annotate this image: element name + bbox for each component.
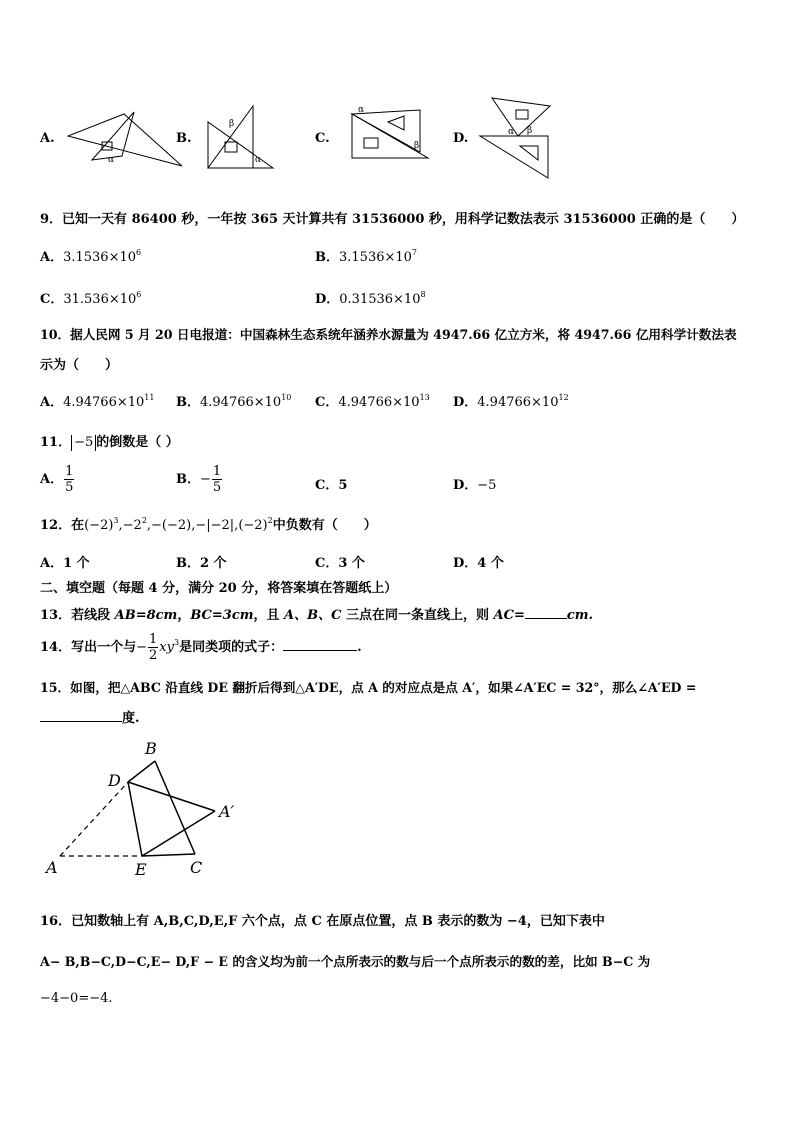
question-stem: [40, 324, 737, 343]
triangle-fold-figure: [40, 735, 250, 880]
option-a: A．$3.1536\times 10^6$: [40, 248, 142, 265]
option-b: B．− $\frac{1}{5}$: [176, 464, 222, 495]
option-label: C.: [315, 131, 330, 146]
point-e-label: E: [135, 860, 147, 879]
option-c: C．3 个: [315, 556, 365, 571]
option-d: D．4 个: [453, 556, 504, 571]
option-a: A．1 个: [40, 556, 90, 571]
question-text-line3: −4−0=−4.: [40, 991, 113, 1006]
option-label: D.: [453, 131, 469, 146]
question-number: 13．: [40, 608, 72, 623]
question-stem: [40, 208, 744, 227]
option-c: C．$31.536\times 10^6$: [40, 290, 142, 307]
option-a: A．$4.94766\times 10^{11}$: [40, 393, 155, 410]
option-b: B．2 个: [176, 556, 227, 571]
option-a: A． $\frac{1}{5}$: [40, 464, 74, 495]
question-number: 14．: [40, 640, 72, 655]
option-label: B.: [176, 131, 192, 146]
question-stem: [40, 431, 179, 451]
answer-blank[interactable]: [283, 638, 357, 651]
question-text-cont: 示为（ ）: [40, 358, 119, 373]
beta-label: β: [414, 141, 420, 151]
question-13: 13．若线段 AB=8cm，BC=3cm，且 A、B、C 三点在同一条直线上，则 AC= cm.: [40, 608, 594, 623]
question-number: 12．: [40, 518, 72, 533]
question-stem: 12．在$(-2)^3,-2^2,-(-2),-|-2|,(-2)^2$中负数有（ ）: [40, 516, 377, 533]
question-stem: [40, 910, 605, 929]
option-b: B．$4.94766\times 10^{10}$: [176, 393, 292, 410]
point-b-label: B: [145, 739, 157, 758]
point-d-label: D: [108, 771, 121, 790]
alpha-label: α: [508, 127, 515, 137]
question-text: 据人民网 5 月 20 日电报道：中国森林生态系统年涵养水源量为 4947.66 亿立方米，将 4947.66 亿用科学计数法表: [70, 327, 737, 342]
alpha-label: α: [108, 155, 115, 165]
option-label: A.: [40, 131, 55, 146]
question-number: 9．: [40, 212, 63, 227]
triangle-ruler-figure-a: [64, 110, 184, 175]
answer-blank[interactable]: [525, 606, 567, 619]
section-heading: 二、填空题（每题 4 分，满分 20 分，将答案填在答题纸上）: [40, 581, 398, 596]
option-c: C．$4.94766\times 10^{13}$: [315, 393, 430, 410]
triangle-ruler-figure-b: [203, 102, 278, 172]
question-number: 10．: [40, 327, 71, 342]
alpha-label: α: [255, 155, 262, 165]
question-text-line2: A− B,B−C,D−C,E− D,F − E 的含义均为前一个点所表示的数与后一个点所表示的数的差，比如 B−C 为: [40, 954, 651, 969]
question-number: 16．: [40, 914, 72, 929]
question-text: 已知一天有 86400 秒，一年按 365 天计算共有 31536000 秒，用科学记数法表示 31536000 正确的是（ ）: [62, 212, 745, 227]
point-a-prime-label: A′: [219, 802, 235, 821]
beta-label: β: [527, 126, 533, 136]
option-d: D．−5: [453, 478, 497, 493]
triangle-ruler-figure-c: [348, 104, 433, 162]
point-a-label: A: [46, 858, 58, 877]
alpha-label: α: [358, 105, 365, 115]
question-number: 11．: [40, 435, 72, 450]
point-c-label: C: [190, 858, 203, 877]
question-text: 的倒数是（ ）: [96, 435, 179, 450]
beta-label: β: [229, 119, 235, 129]
answer-blank[interactable]: [40, 709, 122, 722]
triangle-ruler-figure-d: [478, 96, 553, 182]
question-stem: [40, 677, 696, 696]
question-text: 已知数轴上有 A,B,C,D,E,F 六个点，点 C 在原点位置，点 B 表示的数为 −4，已知下表中: [71, 914, 605, 929]
question-number: 15．: [40, 680, 71, 695]
option-b: B．$3.1536\times 10^7$: [315, 248, 418, 265]
option-d: D．$4.94766\times 10^{12}$: [453, 393, 569, 410]
option-d: D．$0.31536\times 10^8$: [315, 290, 426, 307]
question-14: 14．写出一个与− $\frac{1}{2}$ $xy^3$是同类项的式子： .: [40, 632, 362, 663]
absolute-value: −5: [71, 435, 96, 451]
question-line2: 度.: [40, 707, 140, 726]
option-c: C．5: [315, 478, 348, 493]
question-text: 如图，把△ABC 沿直线 DE 翻折后得到△A′DE，点 A 的对应点是点 A′，如果∠A′EC = 32°，那么∠A′ED =: [70, 680, 697, 695]
